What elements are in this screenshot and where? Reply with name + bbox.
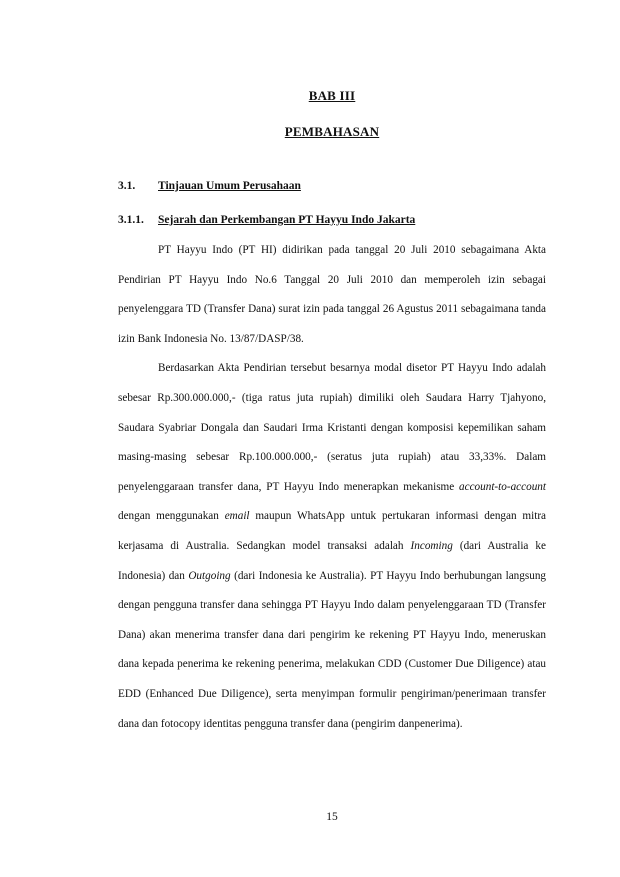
- paragraph-2-text-2: dengan menggunakan: [118, 510, 225, 523]
- section-heading-3-1: [118, 178, 546, 194]
- section-heading-3-1-1: [118, 212, 546, 228]
- chapter-title: PEMBAHASAN: [284, 124, 380, 139]
- subsection-title: Sejarah dan Perkembangan PT Hayyu Indo Jakarta: [158, 214, 416, 226]
- subsection-number: 3.1.1.: [118, 214, 144, 226]
- section-number: 3.1.: [118, 180, 136, 192]
- paragraph-1: PT Hayyu Indo (PT HI) didirikan pada tanggal 20 Juli 2010 sebagaimana Akta Pendirian PT Hayyu Indo No.6 Tanggal 20 Juli 2010 dan memperoleh izin sebagai penyelenggara TD (Transfer Dana) surat izin pada tanggal 26 Agustus 2011 sebagaimana tanda izin Bank Indonesia No. 13/87/DASP/38.: [118, 244, 546, 345]
- body-text: [118, 236, 546, 739]
- section-title: Tinjauan Umum Perusahaan: [158, 180, 301, 192]
- chapter-number: BAB III: [308, 88, 356, 103]
- paragraph-2-text-5: (dari Indonesia ke Australia). PT Hayyu Indo berhubungan langsung dengan pengguna transfer dana sehingga PT Hayyu Indo dalam penyelenggaraan TD (Transfer Dana) akan menerima transfer dana dari pengirim ke rekening PT Hayyu Indo, meneruskan dana kepada penerima ke rekening penerima, melakukan CDD (Customer Due Diligence) atau EDD (Enhanced Due Diligence), serta menyimpan formulir pengiriman/penerimaan transfer dana dan fotocopy identitas pengguna transfer dana (pengirim danpenerima).: [118, 569, 547, 730]
- paragraph-2-text-1: Berdasarkan Akta Pendirian tersebut besarnya modal disetor PT Hayyu Indo adalah sebesar Rp.300.000.000,- (tiga ratus juta rupiah) dimiliki oleh Saudara Harry Tjahyono, Saudara Syabriar Dongala dan Saudari Irma Kristanti dengan komposisi kepemilikan saham masing-masing sebesar Rp.100.000.000,- (seratus juta rupiah) atau 33,33%. Dalam penyelenggaraan transfer dana, PT Hayyu Indo menerapkan mekanisme: [118, 362, 546, 493]
- italic-term-account-to-account: account-to-account: [459, 480, 546, 493]
- paragraph-2-text-3: maupun WhatsApp untuk pertukaran informasi dengan mitra kerjasama di Australia. Sedangkan model transaksi adalah: [118, 510, 547, 552]
- italic-term-incoming: Incoming: [410, 539, 453, 552]
- paragraph-2: [118, 354, 546, 739]
- page-number: 15: [326, 811, 338, 823]
- italic-term-outgoing: Outgoing: [188, 569, 231, 582]
- paragraph-2-text-4: (dari Australia ke Indonesia) dan: [118, 539, 546, 582]
- italic-term-email: email: [224, 510, 250, 523]
